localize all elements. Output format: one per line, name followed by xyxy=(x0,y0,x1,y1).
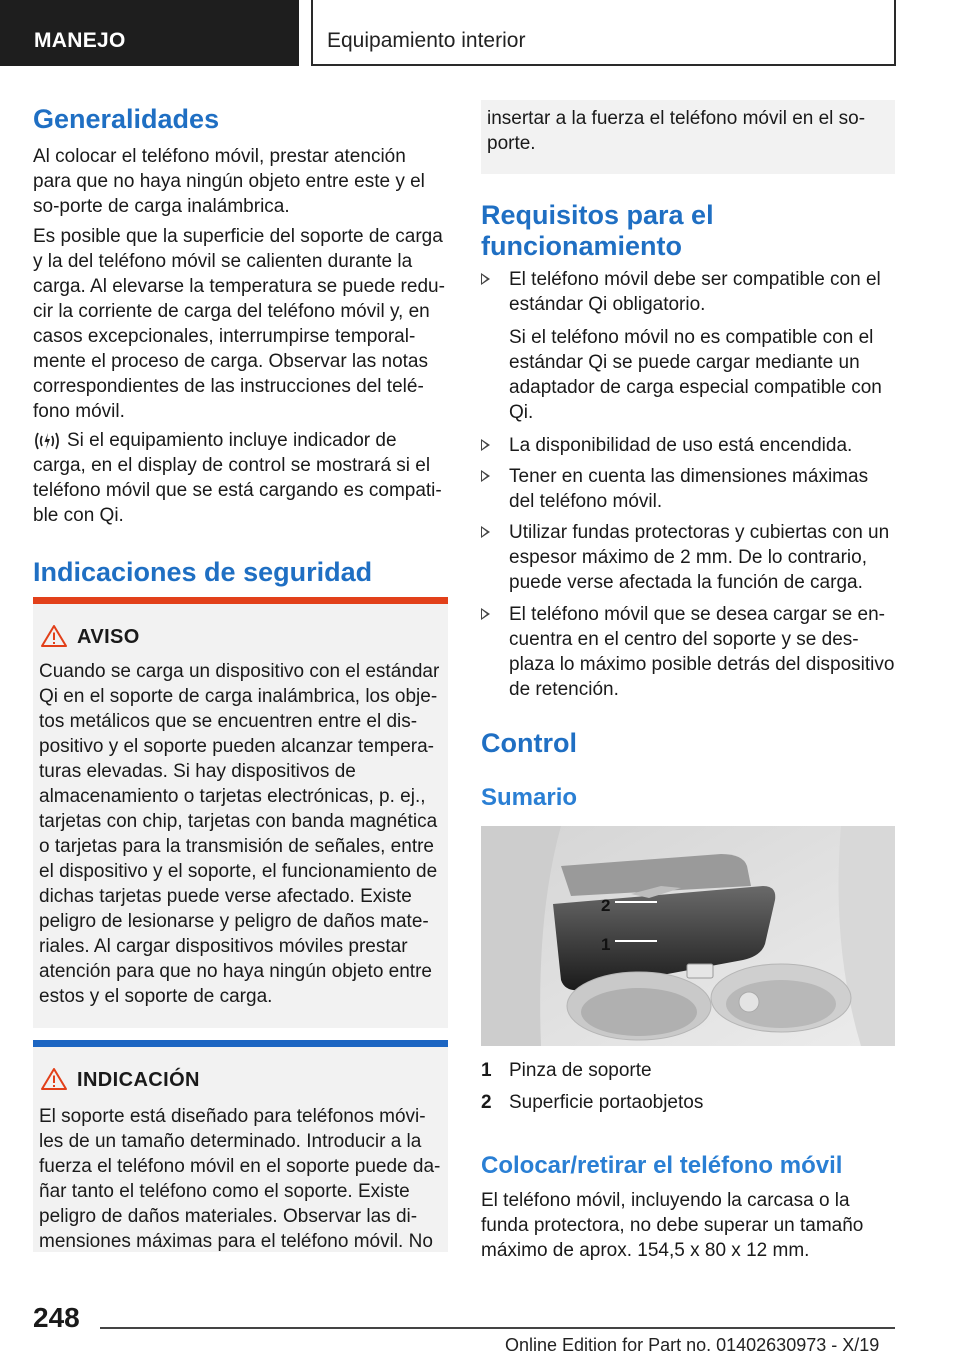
bullet-triangle-icon xyxy=(481,273,490,285)
header-section-label: MANEJO xyxy=(34,29,126,52)
paragraph-generalidades-2: Es posible que la superficie del soporte de carga y la del teléfono móvil se calienten durante la carga. Al elevarse la temperatura se puede redu-cir la corriente de carga del teléfono móvil y, en casos excepcionales, interrumpirse temporal-mente el proceso de carga. Observar las notas correspondientes de las instrucciones del telé-fono móvil. xyxy=(33,226,445,422)
heading-colocar: Colocar/retirar el teléfono móvil xyxy=(481,1152,843,1179)
notice-continuation-text: insertar a la fuerza el teléfono móvil en el so-porte. xyxy=(487,108,866,154)
paragraph-generalidades-1: Al colocar el teléfono móvil, prestar atención para que no haya ningún objeto entre este y el so-porte de carga inalámbrica. xyxy=(33,146,425,217)
header-section-tab xyxy=(0,0,299,66)
paragraph-charge-indicator-text: Si el equipamiento incluye indicador de carga, en el display de control se mostrará si el teléfono móvil que se está cargando es compati-ble con Qi. xyxy=(33,430,442,526)
warning-title: AVISO xyxy=(77,626,140,648)
bullet-triangle-icon xyxy=(481,470,490,482)
wireless-charging-tray-illustration xyxy=(481,826,895,1046)
heading-sumario: Sumario xyxy=(481,784,578,811)
notice-triangle-icon xyxy=(40,1067,68,1091)
notice-box xyxy=(33,1040,448,1252)
warning-triangle-icon xyxy=(40,624,68,648)
bullet-triangle-icon xyxy=(481,608,490,620)
heading-control: Control xyxy=(481,728,577,758)
notice-title: INDICACIÓN xyxy=(77,1069,200,1091)
bullet-triangle-icon xyxy=(481,526,490,538)
header-chapter-label: Equipamiento interior xyxy=(327,29,526,52)
figure-callout-1: 1 xyxy=(601,935,611,954)
warning-box xyxy=(33,597,448,1028)
footer-divider xyxy=(100,1327,895,1329)
notice-continuation-box xyxy=(481,100,895,174)
footer-edition: Online Edition for Part no. 01402630973 - X/19 xyxy=(505,1335,880,1355)
figure-callout-2: 2 xyxy=(601,896,611,915)
heading-requisitos: Requisitos para el funcionamiento xyxy=(481,200,714,261)
notice-text: El soporte está diseñado para teléfonos móvi-les de un tamaño determinado. Introducir a la fuerza el teléfono móvil en el soporte puede da-ñar tanto el teléfono como el soporte. Existe peligro de daños materiales. Observar las di-mensiones máximas para el teléfono móvil. No xyxy=(39,1106,441,1252)
heading-seguridad: Indicaciones de seguridad xyxy=(33,557,373,587)
paragraph-colocar: El teléfono móvil, incluyendo la carcasa o la funda protectora, no debe superar un tamaño máximo de aprox. 154,5 x 80 x 12 mm. xyxy=(481,1190,864,1261)
header-chapter-tab xyxy=(311,0,896,66)
warning-text: Cuando se carga un dispositivo con el estándar Qi en el soporte de carga inalámbrica, los obje-tos metálicos que se encuentren entre el dis-positivo y el soporte pueden alcanzar tempera-turas elevadas. Si hay dispositivos de almacenamiento o tarjetas electrónicas, p. ej., tarjetas con chip, tarjetas con banda magnética o tarjetas para la transmisión de señales, entre el dispositivo y el soporte, el funcionamiento de dichas tarjetas puede verse afectado. Existe peligro de lesionarse y peligro de daños mate-riales. Al cargar dispositivos móviles prestar atención para que no haya ningún objeto entre estos y el soporte de carga. xyxy=(39,661,440,1007)
page-number: 248 xyxy=(33,1302,80,1333)
heading-generalidades: Generalidades xyxy=(33,104,220,134)
paragraph-charge-indicator xyxy=(33,428,448,538)
bullet-triangle-icon xyxy=(481,439,490,451)
